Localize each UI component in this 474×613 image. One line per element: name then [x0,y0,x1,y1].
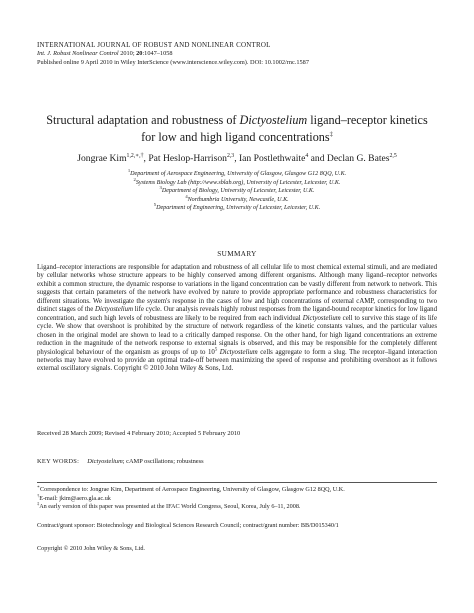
affiliation-number: 4 [185,193,188,199]
journal-abbrev: Int. J. Robust Nonlinear Control [37,50,119,57]
affiliation-text: Department of Engineering, University of Leicester, Leicester, U.K. [156,205,321,212]
author-name: Jongrae Kim [77,153,127,164]
author-marks: 2,5 [389,152,397,159]
footnote [37,503,437,512]
affiliation [30,167,444,179]
keywords [37,458,204,465]
affiliation-number: 5 [153,202,157,208]
footnote [37,483,437,495]
affiliation [30,176,444,191]
publication-info: Published online 9 April 2010 in Wiley InterScience (www.interscience.wiley.com). DOI: 10.1002/rnc.1587 [37,58,309,66]
affiliation-number: 1 [127,167,131,173]
keywords-label: KEY WORDS: [37,458,80,465]
author-marks: 1,2,∗,† [126,152,144,159]
copyright-notice: Copyright © 2010 John Wiley & Sons, Ltd. [37,545,145,552]
author-name: Pat Heslop-Harrison [148,153,227,164]
affiliation [30,193,444,208]
title-italic: Dictyostelium [239,113,308,127]
title-line-2: for low and high ligand concentrations [141,130,330,144]
abstract-segment: life cycle. Our analysis reveals highly robust responses from the ligand-bound receptor kinetics for low ligand concentration, and such high levels of robustness are likely to be required from each individual [37,306,437,322]
affiliation [30,204,444,213]
author-name: Ian Postlethwaite [238,153,306,164]
author-separator: and [308,153,327,164]
affiliation-text: Systems Biology Lab (http://www.sblab.org), University of Leicester, Leicester, U.K. [135,179,341,186]
abstract-segment: cells aggregate to form a slug. The receptor–ligand interaction networks may have evolved to provide an optimal trade-off between maximizing the speed of response and prohibiting overshoot as it follows external oscillatory signals. Copyright © 2010 John Wiley & Sons, Ltd. [37,348,437,373]
submission-dates: Received 28 March 2009; Revised 4 February 2010; Accepted 5 February 2010 [37,430,241,437]
journal-header [37,41,447,67]
journal-pages: :1047–1058 [142,50,173,57]
journal-volume: 20 [136,50,143,57]
journal-year: 2010; [120,50,135,57]
footnote-text: An early version of this paper was presented at the IFAC World Congress, Seoul, Korea, July 6–11, 2008. [39,503,301,511]
title-part-2: ligand–receptor kinetics [307,113,428,127]
abstract-segment: Ligand–receptor interactions are responsible for adaptation and robustness of all cellular life to most chemical external stimuli, and are mediated by cellular networks whose structure appears to be highly conserved among different organisms. Although many ligand–receptor networks exhibit a common structure, the dynamic response to variations in the ligand concentration can be vastly different from network to network. This suggests that certain parameters of the network have evolved by nature to provide appropriate performance and robustness characteristics for different situations. We investigate the system's response in the cases of low and high concentrations of external cAMP, corresponding to two distinct stages of the [37,264,437,314]
affiliation [30,187,444,196]
footnote-mark: ‡ [37,501,40,507]
affiliation-number: 3 [159,185,162,191]
author-marks: 4 [305,152,309,159]
footnote-text: Correspondence to: Jongrae Kim, Department of Aerospace Engineering, University of Glasgow, Glasgow G12 8QQ, U.K. [39,486,345,493]
footnotes [37,483,437,512]
grant-info: Contract/grant sponsor: Biotechnology and Biological Sciences Research Council; contract/grant number: BB/D015340/1 [37,522,339,529]
author-separator: , [234,153,239,164]
affiliations [30,167,444,213]
affiliation-number: 2 [133,176,136,182]
footnote-mark: † [37,492,40,498]
title-part-1: Structural adaptation and robustness of [46,113,240,127]
keywords-rest: ; cAMP oscillations; robustness [122,458,204,465]
abstract-italic-term: Dictyostelium [302,314,341,322]
affiliation-text: Northumbria University, Newcastle, U.K. [187,196,289,203]
keyword-italic: Dictyostelium [87,458,123,465]
article-title [30,112,444,146]
affiliation-text: Department of Aerospace Engineering, University of Glasgow, Glasgow G12 8QQ, U.K. [130,171,347,177]
abstract-segment: cell to survive this stage of its life cycle. We show that overshoot is prohibited by the structure of network regardless of the kinetic constants values, and the particular values chosen in the original model are shown to lead to a critically damped response. On the other hand, for high ligand concentrations an extreme reduction in the magnitude of the network response to external signals is observed, and this may be responsible for the completely different physiological behaviour of the organism as groups of up to 10 [37,314,437,356]
title-footnote-marker: ‡ [329,130,333,138]
journal-name: INTERNATIONAL JOURNAL OF ROBUST AND NONLINEAR CONTROL [37,41,271,49]
affiliation-text: Department of Biology, University of Leicester, Leicester, U.K. [161,188,315,195]
footnote-text: E-mail: jkim@aero.gla.ac.uk [39,494,111,502]
author-name: Declan G. Bates [326,153,390,164]
author-list [30,153,444,165]
footnote-mark: ∗ [37,483,40,489]
abstract-italic-term: Dictyostelium [219,348,258,356]
author-marks: 2,3 [226,152,235,159]
footnote-divider [37,482,437,483]
author-separator: , [143,153,149,164]
abstract-exponent: 5 [214,347,218,353]
abstract-text [37,264,437,374]
journal-citation [37,50,447,59]
summary-heading: SUMMARY [217,250,257,258]
abstract-italic-term: Dictyostelium [95,306,134,314]
